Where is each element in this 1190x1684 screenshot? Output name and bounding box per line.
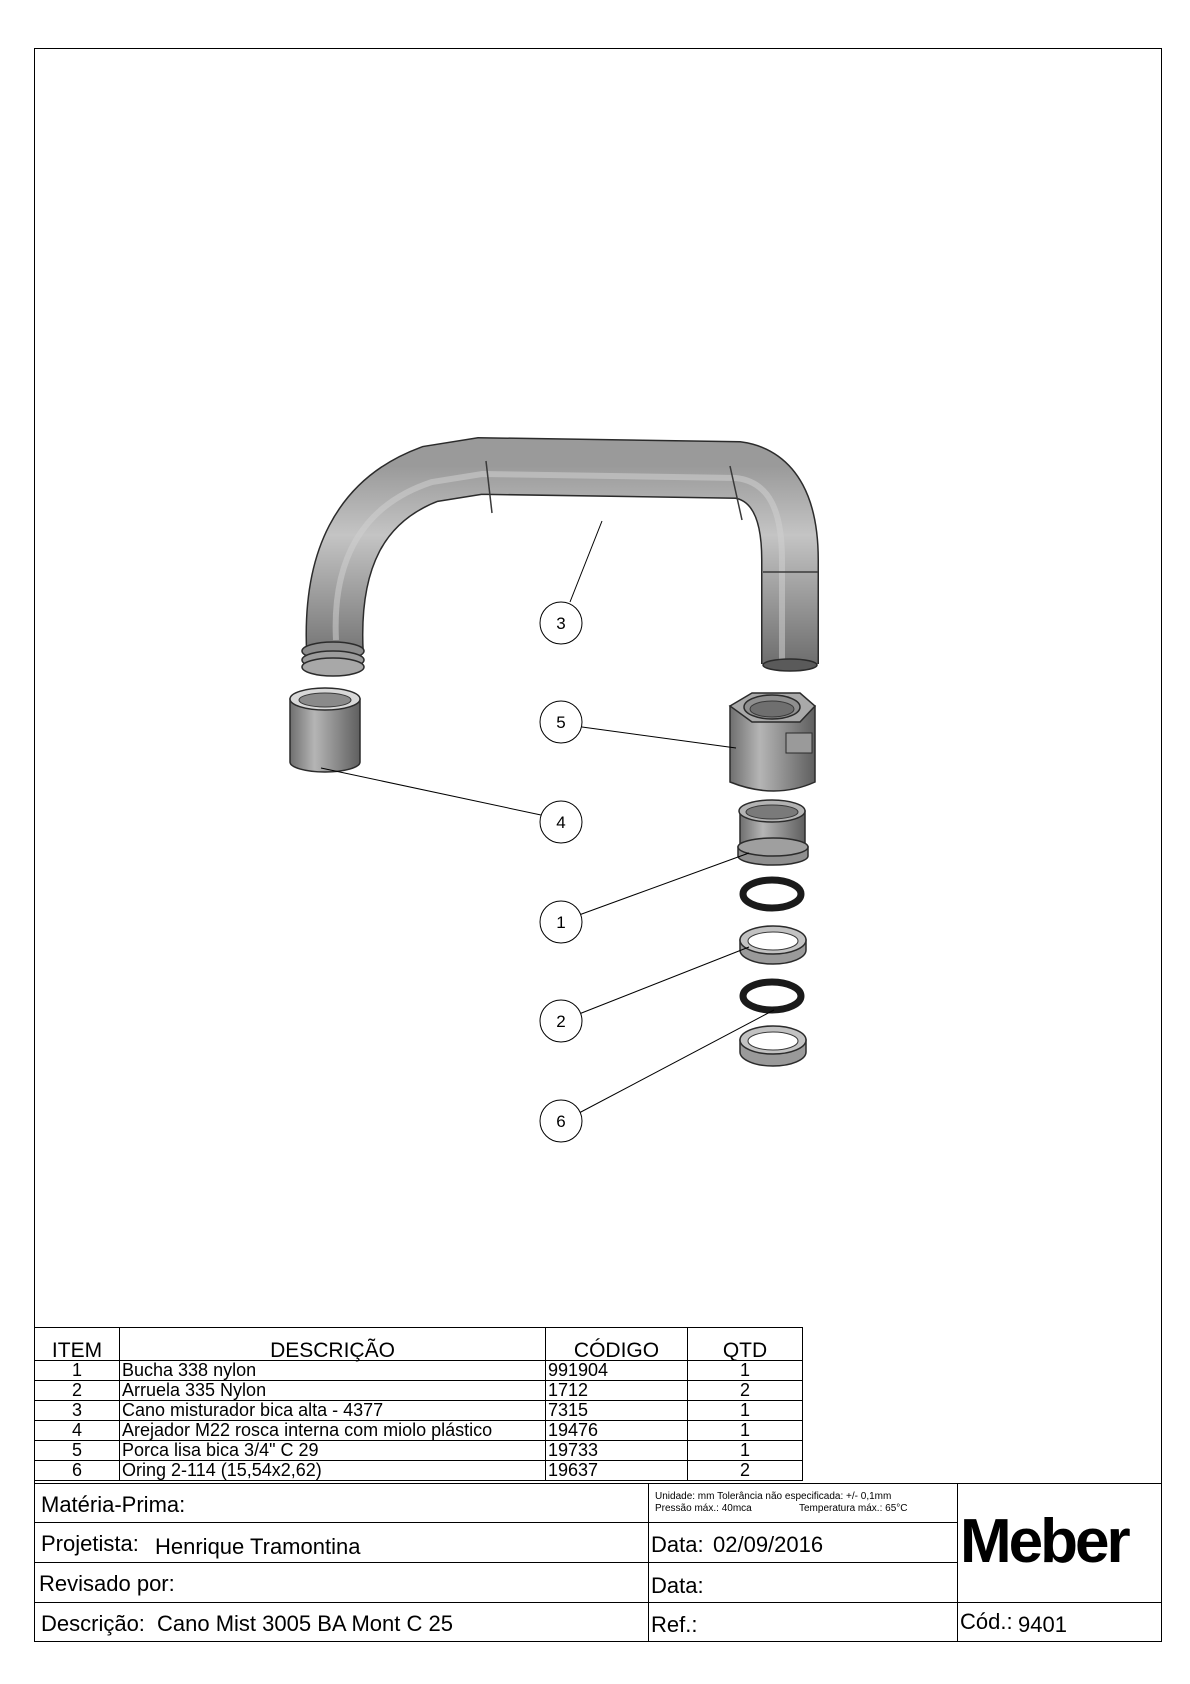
- bom-cell-codigo: 19733: [546, 1441, 688, 1461]
- data-value: 02/09/2016: [713, 1532, 824, 1557]
- bom-cell-codigo: 991904: [546, 1361, 688, 1381]
- bom-cell-item: 4: [35, 1421, 120, 1441]
- cod-label: Cód.:: [960, 1609, 1013, 1634]
- projetista-value: Henrique Tramontina: [155, 1534, 361, 1559]
- title-block-revisado: [34, 1562, 649, 1603]
- bom-cell-item: 1: [35, 1361, 120, 1381]
- descricao-value: Cano Mist 3005 BA Mont C 25: [157, 1611, 453, 1636]
- nut-part: [730, 693, 815, 791]
- bom-cell-descricao: Cano misturador bica alta - 4377: [120, 1401, 546, 1421]
- ref-label: Ref.:: [651, 1612, 698, 1637]
- revisado-label: Revisado por:: [39, 1571, 175, 1596]
- bom-cell-qtd: 1: [688, 1421, 803, 1441]
- washer-lower: [740, 1026, 806, 1066]
- callout-label: 2: [556, 1012, 566, 1031]
- bom-row: [35, 1461, 803, 1481]
- bom-row: [35, 1441, 803, 1461]
- callout-balloon-4: [540, 801, 582, 843]
- bill-of-materials-table: [34, 1327, 803, 1481]
- bom-cell-codigo: 7315: [546, 1401, 688, 1421]
- bom-cell-descricao: Arejador M22 rosca interna com miolo plástico: [120, 1421, 546, 1441]
- title-block-notes: [648, 1483, 958, 1523]
- projetista-label: Projetista:: [41, 1531, 139, 1556]
- callout-balloon-2: [540, 1000, 582, 1042]
- bom-header-item: ITEM: [35, 1328, 120, 1361]
- bom-cell-qtd: 2: [688, 1461, 803, 1481]
- bom-cell-qtd: 1: [688, 1401, 803, 1421]
- title-block-descricao: [34, 1602, 649, 1642]
- title-block-materia-prima: [34, 1483, 649, 1523]
- bushing-part: [738, 800, 808, 865]
- data-label: Data:: [651, 1532, 704, 1557]
- callout-balloon-1: [540, 901, 582, 943]
- bom-row: [35, 1421, 803, 1441]
- o-ring-upper: [743, 880, 801, 908]
- bom-cell-codigo: 19476: [546, 1421, 688, 1441]
- callout-balloon-3: [540, 602, 582, 644]
- title-block-data: [648, 1522, 958, 1563]
- bom-cell-descricao: Arruela 335 Nylon: [120, 1381, 546, 1401]
- pressure-note: Pressão máx.: 40mca: [655, 1503, 752, 1514]
- bom-header-descricao: DESCRIÇÃO: [120, 1328, 546, 1361]
- units-tolerance-note: Unidade: mm Tolerância não especificada: +/- 0,1mm: [655, 1491, 892, 1502]
- bom-cell-codigo: 1712: [546, 1381, 688, 1401]
- washer-upper: [740, 926, 806, 964]
- bom-header-codigo: CÓDIGO: [546, 1328, 688, 1361]
- bom-row: [35, 1401, 803, 1421]
- bom-header-row: [35, 1328, 803, 1361]
- bom-cell-qtd: 2: [688, 1381, 803, 1401]
- cod-value: 9401: [1018, 1612, 1067, 1637]
- data-revisao-label: Data:: [651, 1573, 704, 1598]
- callout-label: 6: [556, 1112, 566, 1131]
- title-block-projetista: [34, 1522, 649, 1563]
- bom-row: [35, 1361, 803, 1381]
- bom-cell-item: 5: [35, 1441, 120, 1461]
- callout-balloon-5: [540, 701, 582, 743]
- meber-logo: Meber: [960, 1507, 1128, 1576]
- o-ring-lower: [743, 982, 801, 1010]
- descricao-label: Descrição:: [41, 1611, 145, 1636]
- bom-header-qtd: QTD: [688, 1328, 803, 1361]
- title-block-ref: [648, 1602, 958, 1642]
- bom-cell-item: 2: [35, 1381, 120, 1401]
- bom-cell-descricao: Porca lisa bica 3/4" C 29: [120, 1441, 546, 1461]
- title-block-logo: [957, 1483, 1162, 1603]
- callout-label: 1: [556, 913, 566, 932]
- bom-cell-item: 6: [35, 1461, 120, 1481]
- bom-cell-descricao: Oring 2-114 (15,54x2,62): [120, 1461, 546, 1481]
- aerator-part: [290, 688, 360, 772]
- bom-cell-qtd: 1: [688, 1441, 803, 1461]
- temperature-note: Temperatura máx.: 65°C: [799, 1503, 908, 1514]
- bom-row: [35, 1381, 803, 1401]
- title-block-cod: [957, 1602, 1162, 1642]
- materia-prima-label: Matéria-Prima:: [41, 1492, 186, 1517]
- bom-cell-qtd: 1: [688, 1361, 803, 1381]
- bom-cell-item: 3: [35, 1401, 120, 1421]
- title-block-data-revisao: [648, 1562, 958, 1603]
- callout-balloon-6: [540, 1100, 582, 1142]
- callout-label: 5: [556, 713, 566, 732]
- bom-cell-descricao: Bucha 338 nylon: [120, 1361, 546, 1381]
- callout-label: 3: [556, 614, 566, 633]
- callout-label: 4: [556, 813, 566, 832]
- bom-cell-codigo: 19637: [546, 1461, 688, 1481]
